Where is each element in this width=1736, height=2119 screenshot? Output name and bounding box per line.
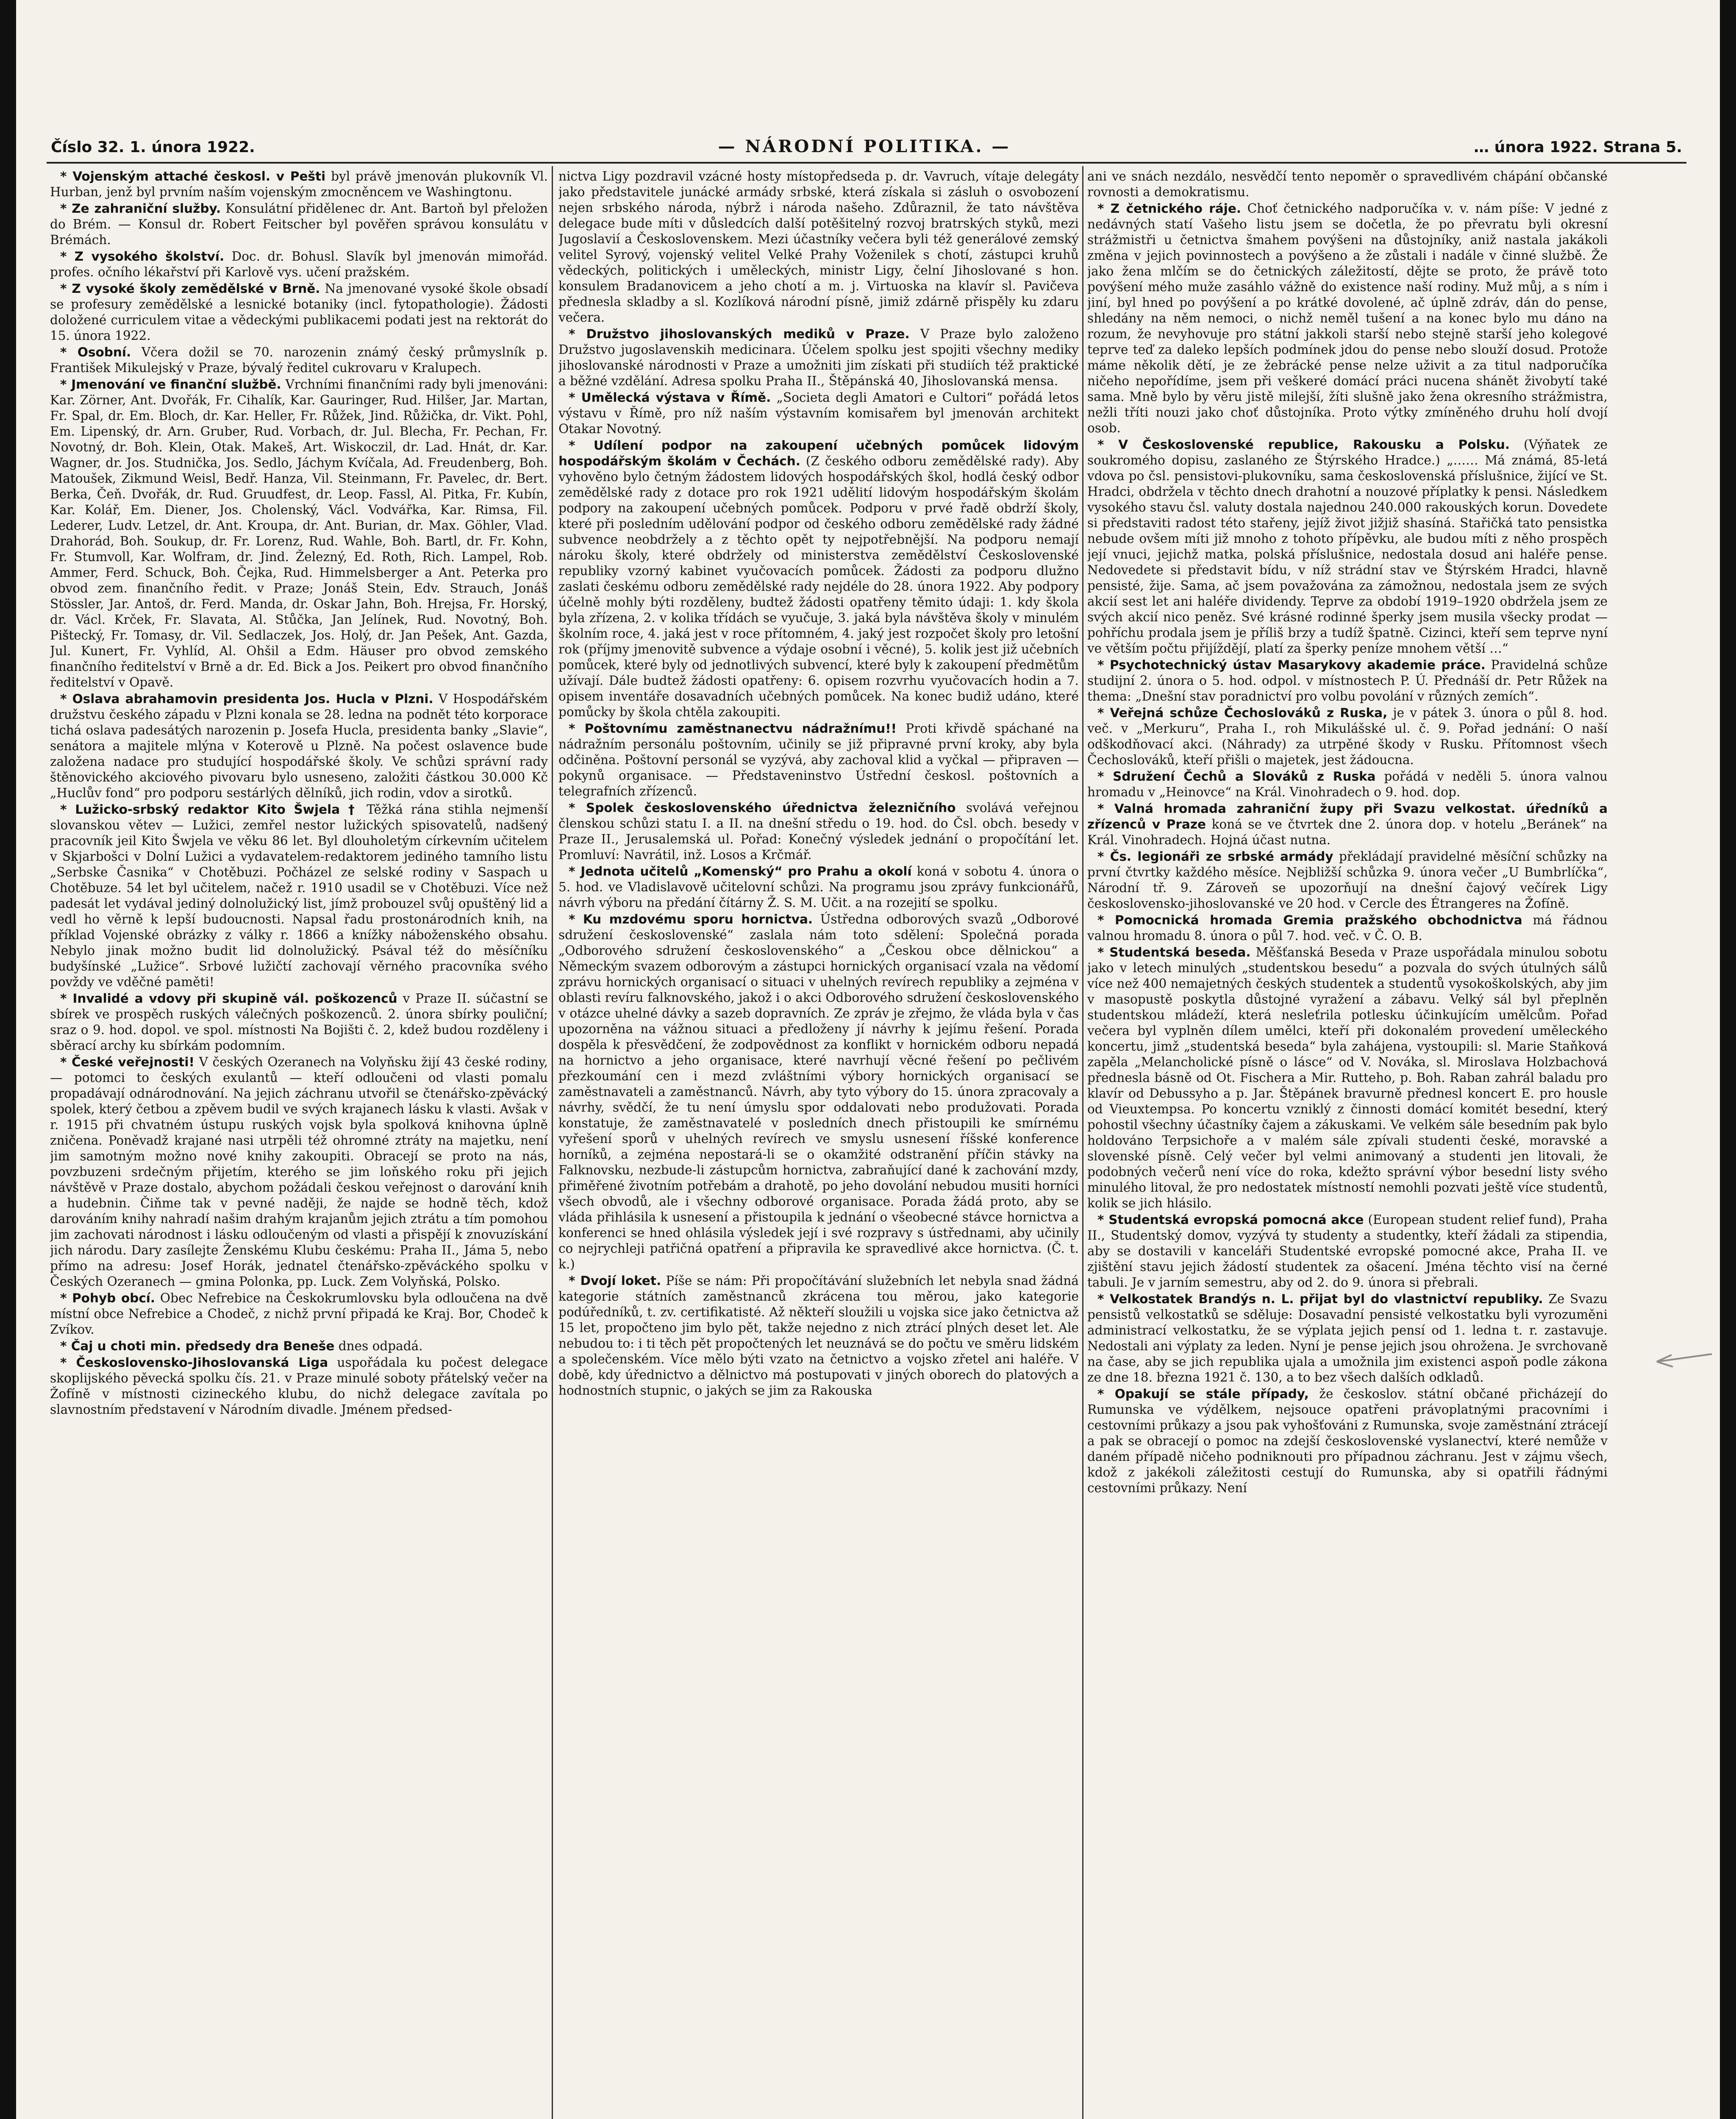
news-item-heading: * Z vysokého školství.: [60, 249, 225, 264]
news-item-body: Doc. dr. Bohusl. Slavík byl jmenován mimořád. profes. očního lékařství při Karlově vys. učení pražském.: [50, 249, 548, 279]
news-item-heading: * Dvojí loket.: [569, 1274, 661, 1288]
news-item-body: „Societa degli Amatori e Cultori“ pořádá letos výstavu v Římě, pro níž naším výstavním komisařem byl jmenován architekt Otakar Novotný.: [558, 390, 1079, 436]
news-item-body: ani ve snách nezdálo, nesvědčí tento nepoměr o spravedlivém chápání občanské rovnosti a demokratismu.: [1087, 169, 1608, 199]
news-item-body: (Z českého odboru zemědělské rady). Aby vyhověno bylo četným žádostem lidových hospodářských škol, hodlá český odbor zemědělské rady z dotace pro rok 1921 udělití lidovým hospodářským školám podpory na zakoupení učebných pomůcek. Podporu v prvé řadě obdrží školy, které při posledním udělování podpor od českého odboru zemědělské rady žádné subvence neobdržely a z těchto opět ty nejpotřebnější. Na podporu nemají nároku školy, které obdržely od ministerstva zemědělství Československé republiky vzorný kabinet vyučovacích pomůcek. Žádosti za podporu dlužno zaslati českému odboru zemědělské rady nejdéle do 28. února 1922. Aby podpory účelně mohly býti rozděleny, budtež žádosti opatřeny těmito údaji: 1. kdy škola byla zřízena, 2. v kolika třídách se vyučuje, 3. jaká byla návštěva školy v minulém školním roce, 4. jaká jest v roce přítomném, 4. jaký jest rozpočet školy pro letošní rok (příjmy jmenovitě subvence a výdaje osobní i věcné), 5. kolik jest již učebních pomůcek, které byly od jednotlivých subvencí, které byly k zakoupení předmětům užívají. Dále budtež žádosti opatřeny: 6. opisem rozvrhu vyučovacích hodin a 7. opisem inventáře dosavadních učebných pomůcek. Na konec budiž udáno, které pomůcky by škola chtěla zakoupiti.: [558, 454, 1079, 719]
news-item-heading: * Ze zahraniční služby.: [60, 201, 221, 216]
news-item-body: (European student relief fund), Praha II., Studentský domov, vyzývá ty studenty a studentky, kteří žádali za stipendia, aby se dostavili v kanceláři Studentské evropské pomocné akce, Praha II. ve zjištění stavu jejich žádostí studentek za ošacení. Jména těchto visí na černé tabuli. Je v jarním semestru, aby od 2. do 9. února si přebrali.: [1087, 1212, 1608, 1290]
news-item: [1087, 201, 1608, 436]
news-item: [558, 912, 1079, 1272]
pencil-arrow-mark: [1648, 1346, 1716, 1371]
news-item: [50, 1338, 548, 1354]
news-item: [558, 721, 1079, 799]
news-item-heading: * Sdružení Čechů a Slováků z Ruska: [1097, 769, 1376, 784]
news-item-heading: * Jmenování ve finanční službě.: [60, 377, 281, 392]
news-item-heading: * Pomocnická hromada Gremia pražského obchodnictva: [1097, 913, 1522, 927]
header-rule: [47, 162, 1686, 164]
news-item-heading: * Ku mzdovému sporu hornictva.: [569, 912, 813, 926]
news-item-heading: * V Československé republice, Rakousku a Polsku.: [1097, 437, 1510, 452]
news-item: [558, 800, 1079, 863]
news-item-heading: * Lužicko-srbský redaktor Kito Šwjela †: [60, 802, 359, 817]
column-divider: [552, 166, 553, 2119]
news-item: [1087, 769, 1608, 800]
date-and-page-number: … února 1922. Strana 5.: [1474, 139, 1682, 156]
news-item-heading: * Čaj u choti min. předsedy dra Beneše: [60, 1339, 335, 1353]
news-item-body: má řádnou valnou hromadu 8. února o půl 7. hod. več. v Č. O. B.: [1087, 913, 1608, 943]
news-item: [1087, 1386, 1608, 1496]
news-item-heading: * Udílení podpor na zakoupení učebných pomůcek lidovým hospodářským školám v Čechách.: [558, 438, 1079, 468]
issue-number-and-date: Číslo 32. 1. února 1922.: [51, 139, 255, 156]
news-item: [50, 802, 548, 990]
news-item-heading: * Opakují se stále případy,: [1097, 1387, 1309, 1401]
news-item: [50, 1290, 548, 1338]
column-2: [558, 169, 1079, 2119]
news-item-heading: * Umělecká výstava v Římě.: [569, 390, 771, 405]
news-item-body: V Praze bylo založeno Družstvo jugoslavenskih medicinara. Účelem spolku jest spojiti všechny mediky jihoslovanské národnosti v Praze a umožniti jim získati při studiích též praktické a běžné vzdělání. Adresa spolku Praha II., Štěpánská 40, Jihoslovanská mensa.: [558, 327, 1079, 388]
news-item: [1087, 169, 1608, 200]
column-divider: [1082, 166, 1083, 2119]
news-item-heading: * Z četnického ráje.: [1097, 201, 1242, 216]
news-item-body: svolává veřejnou členskou schůzi statu I. a II. na dnešní středu o 19. hod. do Čsl. obch. besedy v Praze II., Jerusalemská ul. Pořad: Konečný výsledek jednání o propočítání let. Promluví: Navrátil, inž. Losos a Krčmář.: [558, 801, 1079, 862]
news-item: [1087, 849, 1608, 912]
news-item-body: Vrchními finančními rady byli jmenováni: Kar. Zörner, Ant. Dvořák, Fr. Cihalík, Kar. Gauringer, Rud. Hilšer, Jar. Martan, Fr. Spal, dr. Em. Bloch, dr. Kar. Heller, Fr. Růžek, Jind. Růžička, dr. Vikt. Pohl, Em. Lipenský, dr. Arn. Gruber, Rud. Vorbach, dr. Jul. Blecha, Fr. Pechan, Fr. Novotný, dr. Boh. Klein, Otak. Makeš, Art. Wiskoczil, dr. Lad. Hnát, dr. Kar. Wagner, dr. Jos. Studnička, Jos. Sedlo, Jáchym Kvíčala, Ad. Freudenberg, Boh. Matoušek, Zikmund Weisl, Bedř. Hanza, Vil. Steinmann, Fr. Pavelec, dr. Bert. Berka, Čeň. Dvořák, dr. Rud. Gruudfest, dr. Leop. Fassl, Al. Pitka, Fr. Kubín, Kar. Kolář, Em. Diener, Jos. Cholenský, Václ. Vodvářka, Kar. Rimsa, Fil. Lederer, Ludv. Letzel, dr. Ant. Kroupa, dr. Ant. Burian, dr. Max. Göhler, Vlad. Drahorád, Boh. Soukup, dr. Fr. Lorenz, Rud. Wahle, Boh. Bartl, dr. Fr. Kohn, Fr. Stumvoll, Kar. Wolfram, dr. Jind. Železný, Ed. Roth, Rich. Lampel, Rob. Ammer, Ferd. Schuck, Boh. Čejka, Rud. Himmelsberger a Ant. Peterka pro obvod zem. finančního ředit. v Praze; Jonáš Stein, Edv. Strauch, Jonáš Stössler, Jar. Antoš, dr. Ferd. Manda, dr. Oskar Jahn, Boh. Hrejsa, Fr. Horský, dr. Václ. Krček, Fr. Slavata, Al. Stůčka, Jan Jelínek, Rud. Novotný, Boh. Pištecký, Fr. Tomasy, dr. Vil. Sedlaczek, Jos. Holý, dr. Jan Pešek, Ant. Gazda, Jul. Kunert, Fr. Vyhlíd, Al. Ohšil a Edm. Häuser pro obvod zemského finančního ředitelství v Brně a dr. Ed. Bick a Jos. Peikert pro obvod finančního ředitelství v Opavě.: [50, 377, 548, 690]
news-item: [558, 390, 1079, 437]
news-item-heading: * Studentská evropská pomocná akce: [1097, 1212, 1364, 1227]
column-3: [1087, 169, 1608, 2119]
news-item-body: Píše se nám: Při propočítávání služebních let nebyla snad žádná kategorie státních zaměstnanců zkrácena tou měrou, jako kategorie podúředníků, t. zv. certifikatisté. Až někteří sloužili u vojska sice jako četnictva až 15 let, propočteno jim bylo pět, takže nejedno z nich ztrácí plných deset let. Ale nebudou to: i ti těch pět propočtených let neuznává se do počtu ve směru lidském a společenském. Více mělo býti vzato na četnictvo a vojsko zřetel ani haléře. V době, kdy úřednictvo a dělnictvo má postupovati v jiných oborech do platových a hodnostních stupnic, o jakých se jim za Rakouska: [558, 1274, 1079, 1398]
news-item-body: překládají pravidelné měsíční schůzky na první čtvrtky každého měsíce. Nejbližší schůzka 9. února večer „U Bumbrlíčka“, Národní tř. 9. Zároveň se upozorňují na dnešní čajový večírek Ligy československo-jihoslovanské ve 20 hod. v Cercle des Étrangeres na Žofíně.: [1087, 849, 1608, 911]
news-item-body: nictva Ligy pozdravil vzácné hosty místopředseda p. dr. Vavruch, vítaje delegáty jako představitele junácké armády srbské, která získala si zásluh o osvobození nejen srbského národa, nýbrž i národa našeho. Zdůraznil, že tato návštěva delegace bude míti v důsledcích další potěšitelný rozvoj bratrských styků, mezi Jugoslavií a Československem. Mezi účastníky večera byli též generálové zemský velitel Syrový, vojenský velitel Velké Prahy Voženilek s chotí, zástupci kruhů vědeckých, politických i uměleckých, ministr Ligy, čelní Jihoslované s hon. konsulem Bradanovicem a jeho chotí a m. j. Virtuoska na klavír sl. Pavičeva přednesla skladby a sl. Kozlíková národní písně, jimiž zdárně přispěly ku zdaru večera.: [558, 169, 1079, 325]
news-item: [558, 326, 1079, 389]
news-item: [50, 201, 548, 248]
news-item-body: V Hospodářském družstvu českého západu v Plzni konala se 28. ledna na podnět této korporace tichá oslava padesátých narozenin p. Josefa Hucla, presidenta banky „Slavie“, senátora a majitele mlýna v Koterově u Plzně. Na počest oslavence bude založena nadace pro studující hospodářské školy. Ve schůzi správní rady štěnovického akciového pivovaru bylo usneseno, založiti částkou 30.000 Kč „Huclův fond“ pro podporu sestárlých dělníků, jich rodin, vdov a sirotků.: [50, 692, 548, 800]
news-item-heading: * Poštovnímu zaměstnanectvu nádražnímu!!: [569, 721, 897, 736]
news-item-body: (Výňatek ze soukromého dopisu, zaslaného ze Štýrského Hradce.) „…… Má známá, 85-letá vdova po čsl. pensistovi-plukovníku, sama československá příslušnice, žijící ve St. Hradci, obdržela v těchto dnech drahotní a nouzové příplatky k pensi. Následkem vysokého stavu čsl. valuty dostala najednou 240.000 rakouských korun. Dovedete si představiti radost této stařeny, jejíž život jižjiž shasíná. Stařičká tato pensistka nebude ovšem míti již mnoho z tohoto přípěvku, ale budou míti z něho prospěch její vnuci, jejichž matka, polská příslušnice, nedostala dosud ani haléře pense. Nedovedete si představit bídu, v níž strádní stav ve Štýrském Hradci, hlavně pensisté, žije. Sama, ač jsem považována za zámožnou, nedostala jsem ze svých akcií sest let ani haléře dividendy. Teprve za období 1919–1920 obdržela jsem ze svých akcií nico peněz. Své krásné rodinné šperky jsem musila všecky prodat — pohříchu prodala jsem je příliš brzy a tudíž špatně. Cizinci, kteří sem teprve nyní ve větším počtu přijíždějí, platí za šperky peníze mnohem větší …“: [1087, 437, 1608, 656]
news-item: [558, 169, 1079, 325]
news-item-body: Ústředna odborových svazů „Odborové sdružení československé“ zaslala nám toto sdělení: Společná porada „Odborového sdružení československého“ a „Českou obce dělnickou“ a Německým svazem odborovým a zástupci hornických organisací vzala na vědomí zprávu hornických organisací o situaci v uhelných revírech republiky a zejména v oblasti revíru falknovského, jakož i o akci Odborového sdružení československého v otázce uhelné dávky a sazeb dopravních. Ze zpráv je zřejmo, že vláda byla v čas upozorněna na vážnou situaci a předloženy jí návrhy k jejímu řešení. Porada dospěla k přesvědčení, že zodpovědnost za konflikt v hornickém odboru nepadá na hornictvo a jeho organisace, které navrhují věcné řešení po pečlivém přezkoumání cen i mezd zvláštními výbory hornických organisací se zaměstnavateli a zaměstnanců. Návrh, aby tyto výbory do 15. února zpracovaly a návrhy, svědčí, že tu není úmyslu spor oddalovati nebo produžovati. Porada konstatuje, že zaměstnavatelé v posledních dnech přistoupili ke smírnému vyřešení sporů v uhelných revírech ve smyslu usnesení říšské konference horníků, a zejména nepostará-li se o okamžité odstranění příčin stávky na Falknovsku, nezbude-li zástupcům hornictva, zabraňující dané k zachování mzdy, přiměřené životním potřebám a drahotě, po jeho dovolání nebudou musiti horníci všech obvodů, ale i všechny odborové organisace. Porada žádá proto, aby se vláda přihlásila k usnesení a přistoupila k jednání o všeobecné stávce hornictva a konferenci se hned ohlásila výsledek její i své rozpravy s ústřednami, aby učinily co nejrychleji patřičná opatření a připravila ke spravedlivé akce hornictva. (Č. t. k.): [558, 912, 1079, 1271]
news-item-body: Proti křivdě spáchané na nádražním personálu poštovním, učinily se již připravné první kroky, aby byla odčiněna. Poštovní personál se vyzývá, aby zachoval klid a vyčkal — připraven — pokynů organisace. — Představeninstvo Ústřední českosl. poštovních a telegrafních zřízenců.: [558, 721, 1079, 798]
news-item: [50, 1355, 548, 1418]
news-item: [558, 1273, 1079, 1399]
news-item-body: Včera dožil se 70. narozenin známý český průmyslník p. František Mikulejský v Praze, bývalý ředitel cukrovaru v Kralupech.: [50, 345, 548, 375]
column-1: [50, 169, 548, 2119]
news-item-body: Těžká rána stihla nejmenší slovanskou větev — Lužici, zemřel nestor lužických spisovatelů, nadšený pracovník jeil Kito Šwjela ve věku 86 let. Byl dlouholetým církevním učitelem v Skjarbošci v Dolní Lužici a vydavatelem-redaktorem jediného tamního listu „Serbske Časnika“ v Chotěbuzi. Počházel ze selské rodiny v Saspach u Chotěbuze. 54 let byl učitelem, načež r. 1910 usadil se v Chotěbuzi. Více než padesát let vydával jediný dolnolužický list, jímž probouzel svůj opuštěný lid a vedl ho věrně k lepší budoucnosti. Napsal řadu prostonárodních knih, na příklad Vojenské obrázky z války r. 1866 a knížky náboženského obsahu. Nebylo jinak možno budit lid dolnolužický. Psával též do měsíčníku budyšínské „Lužice“. Srbové lužičtí zachovají věrného pracovníka svého povždy ve vděčné paměti!: [50, 802, 548, 989]
scan-left-edge: [0, 0, 16, 2119]
news-item-heading: * České veřejnosti!: [60, 1055, 194, 1069]
news-item: [50, 691, 548, 801]
news-item: [1087, 1291, 1608, 1385]
news-item-body: dnes odpadá.: [338, 1339, 423, 1353]
news-item: [50, 345, 548, 376]
news-item-body: V českých Ozeranech na Volyňsku žijí 43 české rodiny, — potomci to českých exulantů — kteří odloučeni od vlasti pomalu propadávají odnárodnování. Na jejich záchranu utvořil se čtenářsko-zpěvácký spolek, který četbou a zpěvem budil ve svých krajanech lásku k vlasti. Avšak v r. 1915 při chvatném ústupu ruských vojsk byla spolková knihovna úplně zničena. Poněvadž krajané nasi utrpěli též ohromné ztráty na majetku, není jim samotným možno nové knihy zakoupiti. Obracejí se proto na nás, povzbuzeni srdečným přijetím, kterého se jim loňského roku při jejich návštěvě v Praze dostalo, abychom požádali českou veřejnost o darování knih a hudebnin. Čiňme tak v pevné naději, že najde se hodně těch, kdož darováním knihy nahradí našim drahým krajanům jejich ztrátu a tím pomohou jim zachovati národnost i lásku odloučeným od vlasti a přispějí k znovuzískání jich národu. Dary zasílejte Ženskému Klubu českému: Praha II., Jáma 5, nebo přímo na adresu: Josef Horák, jednatel čtenářsko-zpěváckého spolku v Českých Ozeranech — gmina Polonka, pp. Luck. Zem Volyňská, Polsko.: [50, 1055, 548, 1289]
news-item: [1087, 801, 1608, 848]
news-item-body: koná se ve čtvrtek dne 2. února dop. v hotelu „Beránek“ na Král. Vinohradech. Hojná účast nutna.: [1087, 817, 1608, 847]
news-item-heading: * Československo-Jihoslovanská Liga: [60, 1355, 328, 1370]
news-item: [50, 991, 548, 1054]
news-item-body: Ze Svazu pensistů velkostatků se sděluje: Dosavadní pensisté velkostatku byli vyrozuměni administrací velkostatku, že se výplata jejich pensí od 1. ledna t. r. zastavuje. Nedostali ani výplaty za leden. Nyní je pense jejich jsou ohrožena. Je svrchovaně na čase, aby se jich republika ujala a umožnila jim existenci aspoň podle zákona ze dne 18. března 1921 č. 130, a to bez všech dalších odkladů.: [1087, 1292, 1608, 1385]
news-item-heading: * Studentská beseda.: [1097, 945, 1251, 959]
news-item: [50, 249, 548, 280]
news-item-body: pořádá v neděli 5. února valnou hromadu v „Heinovce“ na Král. Vinohradech o 9. hod. dop.: [1087, 769, 1608, 799]
news-item-heading: * Psychotechnický ústav Masarykovy akademie práce.: [1097, 658, 1486, 672]
news-item-heading: * Velkostatek Brandýs n. L. přijat byl do vlastnictví republiky.: [1097, 1292, 1543, 1306]
news-item-heading: * Invalidé a vdovy při skupině vál. poškozenců: [60, 991, 397, 1006]
news-item: [1087, 945, 1608, 1211]
news-item: [1087, 437, 1608, 656]
news-item-heading: * Oslava abrahamovin presidenta Jos. Hucla v Plzni.: [60, 692, 433, 706]
news-item: [50, 377, 548, 690]
news-item-body: v Praze II. súčastní se sbírek ve prospěch ruských válečných poškozenců. 2. února sbírky pouliční; sraz o 9. hod. dopol. ve spol. místnosti Na Bojišti č. 2, kdež budou rozděleny i sběrací archy ku sbírkám podomním.: [50, 991, 548, 1053]
newspaper-title: — NÁRODNÍ POLITIKA. —: [718, 136, 1011, 156]
news-item: [1087, 1212, 1608, 1290]
page-header: [51, 136, 1682, 162]
news-item-body: Konsulátní přidělenec dr. Ant. Bartoň byl přeložen do Brém. — Konsul dr. Robert Feitscher byl pověřen správou konsulátu v Brémách.: [50, 201, 548, 247]
news-item: [558, 438, 1079, 720]
news-item: [50, 169, 548, 200]
news-item: [1087, 705, 1608, 768]
news-item: [558, 864, 1079, 911]
news-item-body: Pravidelná schůze studijní 2. února o 5. hod. odpol. v místnostech P. Ú. Přednáší dr. Petr Růžek na thema: „Dnešní stav poradnictví pro volbu povolání v různých zemích“.: [1087, 658, 1608, 704]
news-item-heading: * Družstvo jihoslovanských mediků v Praze.: [569, 327, 910, 341]
news-item-heading: * Čs. legionáři ze srbské armády: [1097, 849, 1333, 864]
news-item-heading: * Valná hromada zahraniční župy při Svazu velkostat. úředníků a zřízenců v Praze: [1087, 801, 1608, 831]
news-item: [1087, 657, 1608, 704]
news-item-body: Na jmenované vysoké škole obsadí se profesury zemědělské a lesnické botaniky (incl. fytopathologie). Žádosti doložené curriculem vitae a vědeckými publikacemi podati jest na rektorát do 15. února 1922.: [50, 281, 548, 343]
news-item: [50, 281, 548, 344]
news-item-body: koná v sobotu 4. února o 5. hod. ve Vladislavově učitelovní schůzi. Na programu jsou zprávy funkcionářů, návrh výboru na předání čítárny Ž. S. M. Učit. a na rozejití se spolku.: [558, 864, 1079, 910]
news-item: [1087, 912, 1608, 944]
news-item-heading: * Spolek československého úřednictva železničního: [569, 801, 956, 815]
news-item-heading: * Veřejná schůze Čechoslováků z Ruska,: [1097, 706, 1388, 720]
news-item-body: že českoslov. státní občané přicházejí do Rumunska ve výdělkem, nejsouce opatřeni právoplatnými pracovními i cestovními průkazy a jsou pak vyhošťováni z Rumunska, svoje zaměstnání ztrácejí a pak se obracejí o pomoc na zdejší československé vyslanectví, které nemůže v daném případě ničeho podniknouti pro případnou záchranu. Jest v zájmu všech, kdož z jakékoli záležitosti cestují do Rumunska, aby si opatřili řádnými cestovními průkazy. Není: [1087, 1387, 1608, 1495]
news-item-heading: * Pohyb obcí.: [60, 1291, 156, 1305]
news-item-heading: * Jednota učitelů „Komenský“ pro Prahu a okolí: [569, 864, 912, 879]
scan-right-edge: [1720, 0, 1736, 2119]
news-item-heading: * Z vysoké školy zemědělské v Brně.: [60, 281, 320, 296]
news-item: [50, 1054, 548, 1290]
news-item-heading: * Vojenským attaché českosl. v Pešti: [60, 169, 326, 184]
news-item-body: uspořádala ku počest delegace skoplijského pěvecká spolku čís. 21. v Praze minulé soboty přátelský večer na Žofíně v místnosti cizineckého klubu, do nichž delegace zavítala po slavnostním představení v Národním divadle. Jménem předsed-: [50, 1355, 548, 1417]
news-item-body: Choť četnického nadporučíka v. v. nám píše: V jedné z nedávných statí Vašeho listu jsem se dočetla, že po převratu byli okresní strážmistři u četnictva šmahem povýšeni na důstojníky, aniž nastala jakákoli změna v jejich povinnostech a povýšeno a že zůstali i nadále v činné službě. Že jako žena mlčím se do četnických záležitostí, dějte se proto, že právě toto povýšení mého muže zasáhlo vážně do existence naší rodiny. Muž můj, a s ním i jiní, byl hned po povýšení a po krátké dovolené, ač úplně zdráv, dán do pense, shledány na něm nemoci, o nichž neměl tušení a na konec bylo mu dáno na rozum, že nevyhovuje pro státní jakkoli starší nebo stejně starší jeho kolegové teprve teď za daleko lepších podmínek jdou do pense nebo slouží dosud. Protože máme několik dětí, je ze žebrácké pense nelze uživit a za titul nadporučíka ničeho nepořídíme, jsem při veškeré domácí práci nucena shánět živobytí také sama. Mně bylo by věru jistě milejší, žíti slušně jako žena okresního strážmistra, nežli tříti nouzi jako choť důstojníka. Proto výtky zmíněného druhu holí dvojí osob.: [1087, 201, 1608, 435]
news-item-body: Obec Nefrebice na Českokrumlovsku byla odloučena na dvě místní obce Nefrebice a Chodeč, z nichž první připadá ke Kraj. Bor, Chodeč k Zvíkov.: [50, 1291, 548, 1337]
news-item-body: je v pátek 3. února o půl 8. hod. več. v „Merkuru“, Praha I., roh Mikulášské ul. č. 9. Pořad jednání: O naší odškodňovací akci. (Náhrady) za utrpěné škody v Rusku. Přítomnost všech Čechoslováků, kteří přišli o majetek, jest žádoucna.: [1087, 706, 1608, 767]
news-item-body: Měšťanská Beseda v Praze uspořádala minulou sobotu jako v letech minulých „studentskou besedu“ a pozvala do svých útulných sálů více než 400 nemajetných českých studentek a studentů vysokoškolských, aby jim v masopustě poskytla důstojné vyražení a zábavu. Velký sál byl přeplněn studentskou mládeží, která nesleťrila potlesku účinkujícím umělcům. Pořad večera byl vyplněn dílem umělci, kteří při dokonalém provedení uměleckého koncertu, jimž „studentská beseda“ byla zahájena, vystoupili: sl. Marie Staňková zapěla „Melancholické písně o lásce“ od V. Nováka, sl. Miroslava Holzbachová přednesla básně od Ot. Fischera a Mir. Rutteho, p. Boh. Raban zahrál baladu pro klavír od Debussyho a p. Jar. Štěpánek bravurně přednesl koncert E. pro housle od Vieuxtempsa. Po koncertu vzniklý z činnosti domácí komitét besední, který pohostil všechny účastníky čajem a zákuskami. Ve velkém sále besedním pak bylo holdováno Terpsichoře a v malém sále zpívali studenti české, moravské a slovenské písně. Celý večer byl velmi animovaný a studenti jen litovali, že podobných večerů není více do roka, kdežto správní výbor besední listy svého minulého litoval, že pro nedostatek místností nemohli pozvati ještě více studentů, kolik se jich hlásilo.: [1087, 945, 1608, 1210]
news-item-body: byl právě jmenován plukovník Vl. Hurban, jenž byl prvním naším vojenským zmocněncem ve Washingtonu.: [50, 169, 548, 199]
news-item-heading: * Osobní.: [60, 345, 131, 359]
